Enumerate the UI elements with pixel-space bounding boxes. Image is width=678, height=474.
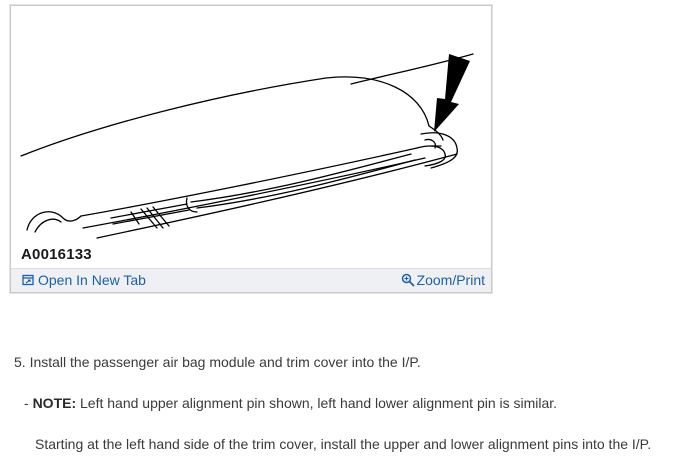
step-text: Install the passenger air bag module and trim cover into the I/P. [29, 354, 421, 370]
step-item [14, 354, 421, 370]
note-bullet: - [24, 395, 29, 411]
open-in-new-tab-icon [22, 274, 34, 286]
note-text: Left hand upper alignment pin shown, left hand lower alignment pin is similar. [80, 395, 558, 411]
open-in-new-tab-label: Open In New Tab [38, 272, 146, 288]
zoom-print-link[interactable] [401, 272, 485, 288]
step-number: 5. [14, 354, 26, 370]
figure-toolbar [11, 268, 491, 292]
pointer-arrow [434, 54, 470, 132]
zoom-print-label: Zoom/Print [416, 272, 485, 288]
sub-step-text: Starting at the left hand side of the trim cover, install the upper and lower alignment pins into the I/P. [35, 436, 652, 452]
zoom-icon [401, 273, 415, 287]
note-label: NOTE: [32, 395, 77, 411]
open-in-new-tab-link[interactable] [22, 272, 146, 288]
figure-id: A0016133 [21, 246, 92, 263]
note-item [24, 395, 557, 411]
technical-illustration [11, 6, 491, 268]
figure-card [10, 5, 492, 293]
